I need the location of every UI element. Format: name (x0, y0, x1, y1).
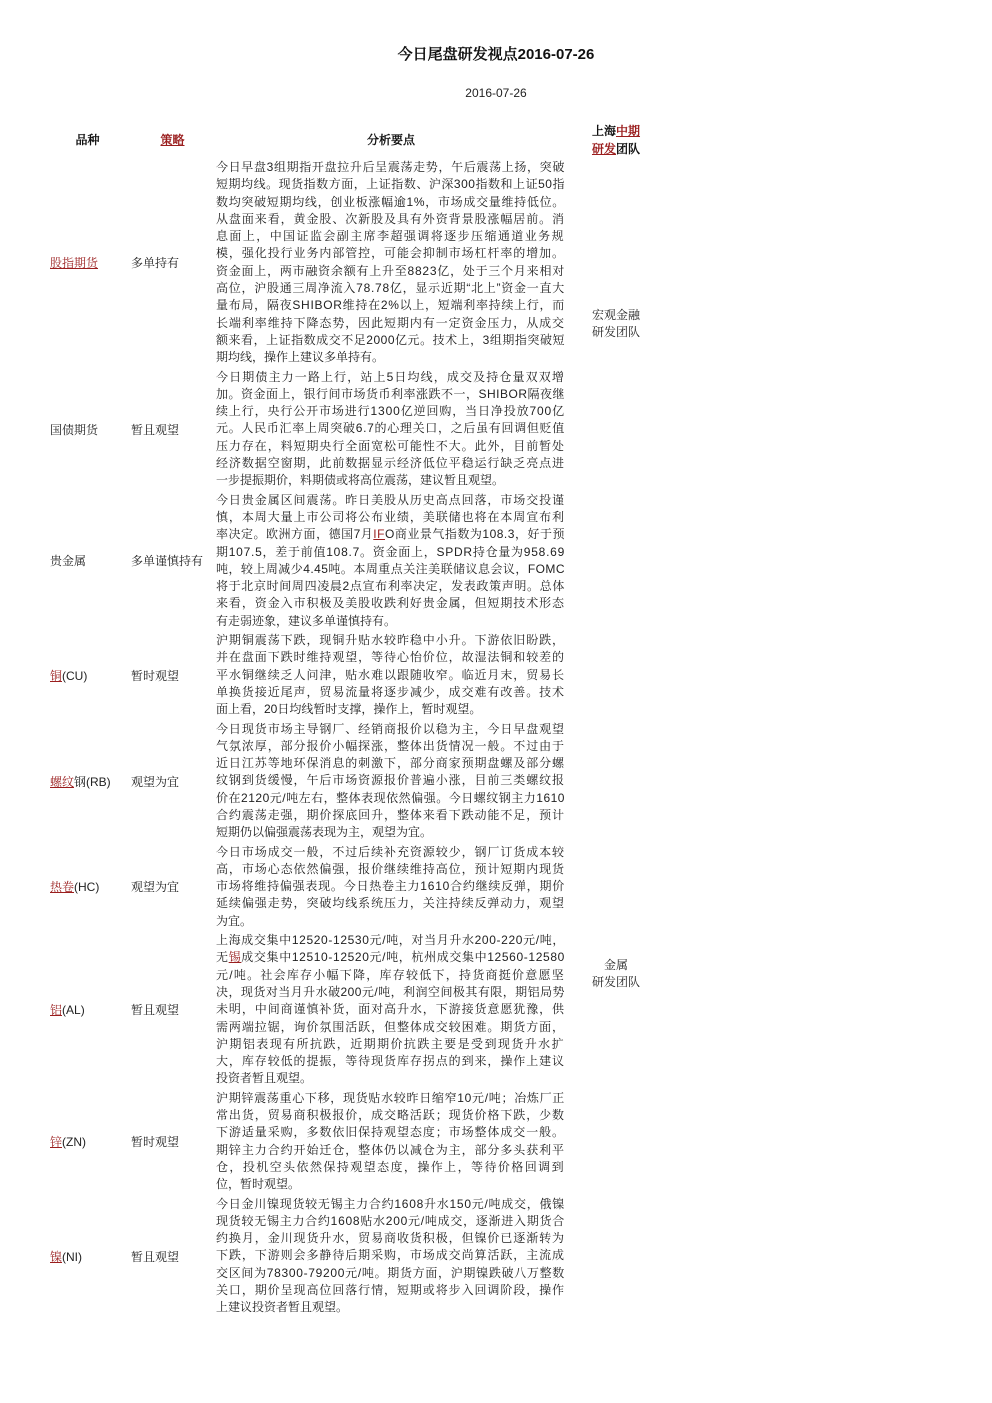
analysis-cell (215, 1195, 567, 1318)
analysis-line: 下跌，下游则会多静待后期采购，市场成交尚算活跃，主流成 (216, 1248, 565, 1263)
variety-text: 贵金属 (50, 554, 87, 569)
analysis-line: 平水铜继续乏人问津，贴水难以跟随收窄。临近月末，贸易长 (216, 667, 565, 682)
analysis-line: 资金面上，两市融资余额有上升至8823亿，处于三个月来相对 (216, 263, 565, 278)
analysis-line: 决，现货对当月升水破200元/吨，利润空间极其有限，期铝局势 (216, 984, 565, 999)
variety-cell (45, 720, 130, 843)
team-header-link[interactable]: 中期 (616, 124, 641, 138)
analysis-line: 上海成交集中12520-12530元/吨，对当月升水200-220元/吨， (216, 933, 565, 948)
analysis-line: 下游适量采购，多数依旧保持观望态度；市场整体成交一般。 (216, 1125, 565, 1140)
analysis-line: 约换月，金川现货升水，贸易商收货积极，但镍价已逐渐转为 (216, 1231, 565, 1246)
strategy-cell: 多单持有 (131, 256, 180, 271)
table-body (45, 158, 665, 1318)
strategy-cell: 观望为宜 (131, 774, 180, 789)
analysis-line: 面上看，20日均线暂时支撑，操作上，暂时观望。 (216, 702, 482, 717)
strategy-cell: 暂时观望 (131, 668, 180, 683)
inline-link[interactable]: 锡 (228, 950, 242, 965)
strategy-cell: 暂且观望 (131, 1249, 180, 1264)
analysis-line: 今日市场成交一般，不过后续补充资源较少，钢厂订货成本较 (216, 844, 565, 859)
analysis-line: 量布局，隔夜SHIBOR维持在2%以上，短端利率持续上行，而 (216, 298, 565, 313)
analysis-line: 有走弱迹象，建议多单谨慎持有。 (216, 613, 397, 628)
analysis-line: 近日江苏等地环保消息的刺激下，部分商家预期盘螺及部分螺 (216, 756, 565, 771)
analysis-line: 今日早盘3组期指开盘拉升后呈震荡走势，午后震荡上扬，突破 (216, 160, 565, 174)
variety-cell (45, 368, 130, 491)
analysis-line: 并在盘面下跌时维持观望，等待心怡价位，故湿法铜和较差的 (216, 650, 565, 665)
analysis-cell (215, 368, 567, 491)
analysis-line: 短期仍以偏强震荡表现为主，观望为宜。 (216, 825, 433, 840)
analysis-line: 期107.5，差于前值108.7。资金面上，SPDR持仓量为958.69 (216, 544, 565, 559)
analysis-line: 期锌主力合约开始迁仓，整体仍以减仓为主，部分多头获利平 (216, 1142, 565, 1157)
analysis-line: 将于北京时间周四凌晨2点宣布利率决定，发表政策声明。总体 (216, 579, 565, 594)
analysis-line: 未明，中间商谨慎补货，面对高升水，下游接货意愿犹豫，供 (216, 1002, 565, 1017)
analysis-line: 市场将维持偏强表现。今日热卷主力1610合约继续反弹，期价 (216, 879, 565, 894)
analysis-line: 上建议投资者暂且观望。 (216, 1300, 349, 1315)
variety-text: 国债期货 (50, 422, 99, 437)
analysis-line: 元/吨。社会库存小幅下降，库存较低下，持货商挺价意愿坚 (216, 967, 565, 982)
analysis-line: 元。人民币汇率上周突破6.7的心理关口，之后虽有回调但贬值 (216, 421, 565, 436)
analysis-header: 分析要点 (366, 133, 415, 147)
analysis-line: 大，库存较低的提振，等待现货库存拐点的到来，操作上建议 (216, 1054, 565, 1069)
analysis-line: 气氛浓厚，部分报价小幅探涨，整体出货情况一般。不过由于 (216, 738, 565, 753)
analysis-line: 合约震荡走强，期价探底回升，整体来看下跌动能不足，预计 (216, 807, 565, 822)
analysis-line: 息面上，中国证监会副主席李超强调将逐步压缩通道业务规 (216, 229, 565, 244)
variety-link[interactable]: 螺纹 (50, 774, 75, 789)
team-cell (567, 631, 665, 1318)
team-name: 研发团队 (591, 975, 640, 990)
variety-text: (AL) (62, 1003, 85, 1018)
strategy-cell: 观望为宜 (131, 880, 180, 895)
variety-link[interactable]: 股指期货 (50, 256, 99, 271)
analysis-line: 需两端拉锯，询价氛围活跃，但整体成交较困难。期货方面， (216, 1019, 565, 1034)
team-header-text: 上海 (591, 124, 616, 138)
strategy-header-link[interactable]: 策略 (160, 133, 185, 147)
analysis-line: 高位，沪股通三周净流入78.78亿，显示近期“北上”资金一直大 (216, 281, 565, 296)
table-row (45, 491, 665, 631)
analysis-cell (215, 631, 567, 719)
analysis-line: 现货较无锡主力合约1608贴水200元/吨成交，逐渐进入期货合 (216, 1213, 565, 1228)
analysis-line: 短期均线。现货指数方面，上证指数、沪深300指数和上证50指 (216, 177, 565, 192)
analysis-table (45, 122, 665, 1318)
variety-link[interactable]: 铜 (50, 668, 63, 683)
analysis-text: 成交集中12510-12520元/吨，杭州成交集中12560-12580 (241, 950, 565, 965)
analysis-line: 慎，本周大量上市公司将公布业绩，美联储也将在本周宣布利 (216, 509, 565, 524)
analysis-line: 位，暂时观望。 (216, 1177, 301, 1192)
analysis-line: 延续偏强走势，突破均线系统压力，关注持续反弹动力，观望 (216, 896, 565, 911)
analysis-text: 无 (216, 950, 229, 965)
team-cell-empty (567, 491, 665, 631)
analysis-cell (215, 720, 567, 843)
strategy-cell: 多单谨慎持有 (131, 554, 204, 569)
analysis-line: 一步提振期价，料期债或将高位震荡，建议暂且观望。 (216, 473, 505, 488)
analysis-line: 沪期锌震荡重心下移，现货贴水较昨日缩窄10元/吨；冶炼厂正 (216, 1090, 565, 1105)
team-header (567, 122, 665, 158)
variety-cell (45, 931, 130, 1089)
analysis-line: 为宜。 (216, 913, 253, 928)
variety-cell (45, 1195, 130, 1318)
variety-text: (HC) (74, 880, 100, 895)
variety-link[interactable]: 镍 (50, 1249, 63, 1264)
page-title: 今日尾盘研发视点2016-07-26 (397, 46, 595, 63)
analysis-line: 压力存在，料短期央行全面宽松可能性不大。此外，目前暂处 (216, 438, 565, 453)
analysis-cell (215, 931, 567, 1089)
analysis-line: 交区间为78300-79200元/吨。期货方面，沪期镍跌破八万整数 (216, 1265, 565, 1280)
strategy-cell: 暂且观望 (131, 1003, 180, 1018)
analysis-line: 加。资金面上，银行间市场货币利率涨跌不一，SHIBOR隔夜继 (216, 386, 565, 401)
analysis-line (216, 526, 565, 543)
strategy-cell: 暂时观望 (131, 1135, 180, 1150)
variety-cell (45, 158, 130, 368)
variety-cell (45, 1089, 130, 1195)
analysis-cell (215, 491, 567, 631)
analysis-line: 模，强化投行业务内部管控，可能会抑制市场杠杆率的增加。 (216, 246, 565, 261)
variety-header: 品种 (75, 133, 100, 147)
analysis-text: O商业景气指数为108.3，好于预 (384, 527, 565, 542)
team-name: 研发团队 (591, 325, 640, 340)
variety-cell (45, 631, 130, 719)
analysis-line: 从盘面来看，黄金股、次新股及具有外资背景股涨幅居前。消 (216, 211, 565, 226)
analysis-text: 率决定。欧洲方面，德国7月 (216, 527, 374, 542)
analysis-line: 额来看，上证指数成交不足2000亿元。技术上，3组期指突破短 (216, 332, 565, 347)
variety-text: (NI) (62, 1249, 83, 1264)
analysis-line: 今日现货市场主导钢厂、经销商报价以稳为主，今日早盘观望 (216, 721, 565, 736)
inline-link[interactable]: IF (373, 527, 385, 542)
table-header-row (45, 122, 665, 158)
variety-link[interactable]: 热卷 (50, 880, 75, 895)
analysis-line: 高，市场心态依然偏强，报价继续维持高位，预计短期内现货 (216, 861, 565, 876)
analysis-line: 常出货，贸易商积极报价，成交略活跃；现货价格下跌，少数 (216, 1108, 565, 1123)
table-row (45, 631, 665, 719)
analysis-line: 吨，较上周减少4.45吨。本周重点关注美联储议息会议，FOMC (216, 561, 565, 576)
variety-text: (ZN) (62, 1135, 87, 1150)
analysis-line: 仓，投机空头依然保持观望态度，操作上，等待价格回调到 (216, 1159, 565, 1174)
strategy-header (130, 122, 215, 158)
variety-link[interactable]: 铝 (50, 1003, 63, 1018)
analysis-cell (215, 158, 567, 368)
analysis-line: 续上行，央行公开市场进行1300亿逆回购，当日净投放700亿 (216, 404, 565, 419)
team-header-text: 团队 (616, 142, 641, 156)
analysis-line: 投资者暂且观望。 (216, 1071, 313, 1086)
analysis-line: 来看，资金入市积极及美股收跌利好贵金属，但短期技术形态 (216, 596, 565, 611)
analysis-cell (215, 1089, 567, 1195)
analysis-line: 今日期债主力一路上行，站上5日均线，成交及持仓量双双增 (216, 369, 565, 384)
team-name: 金属 (603, 958, 628, 973)
analysis-line: 今日金川镍现货较无锡主力合约1608升水150元/吨成交，俄镍 (216, 1196, 565, 1211)
team-header-link[interactable]: 研发 (591, 142, 616, 156)
analysis-line: 数均突破短期均线，创业板涨幅逾1%，市场成交量维持低位。 (216, 194, 565, 209)
analysis-line: 期均线，操作上建议多单持有。 (216, 350, 385, 365)
analysis-line: 经济数据空窗期，此前数据显示经济低位平稳运行缺乏亮点进 (216, 456, 565, 471)
team-name: 宏观金融 (591, 308, 640, 323)
strategy-cell: 暂且观望 (131, 422, 180, 437)
analysis-line: 关口，期价呈现高位回落行情，短期或将步入回调阶段，操作 (216, 1283, 565, 1297)
variety-text: 钢(RB) (74, 774, 111, 789)
analysis-line: 沪期铝表现有所抗跌，近期期价抗跌主要是受到现货升水扩 (216, 1036, 565, 1051)
variety-link[interactable]: 锌 (50, 1135, 63, 1150)
analysis-line: 长端利率维持下降态势，因此短期内有一定资金压力，从成交 (216, 315, 565, 330)
variety-cell (45, 491, 130, 631)
analysis-line: 纹钢到货缓慢，午后市场资源报价普遍小涨，目前三类螺纹报 (216, 773, 565, 788)
analysis-line: 今日贵金属区间震荡。昨日美股从历史高点回落，市场交投谨 (216, 492, 565, 507)
variety-cell (45, 843, 130, 931)
report-date: 2016-07-26 (465, 86, 527, 100)
analysis-cell (215, 843, 567, 931)
analysis-line: 单换货接近尾声，贸易流量将逐步减少，成交难有改善。技术 (216, 684, 565, 699)
table-row (45, 158, 665, 368)
analysis-line (216, 949, 565, 966)
variety-text: (CU) (62, 668, 88, 683)
analysis-line: 沪期铜震荡下跌，现铜升贴水较昨稳中小升。下游依旧盼跌， (216, 633, 565, 648)
team-cell (567, 158, 665, 491)
analysis-line: 价在2120元/吨左右，整体表现依然偏强。今日螺纹钢主力1610 (216, 790, 565, 805)
